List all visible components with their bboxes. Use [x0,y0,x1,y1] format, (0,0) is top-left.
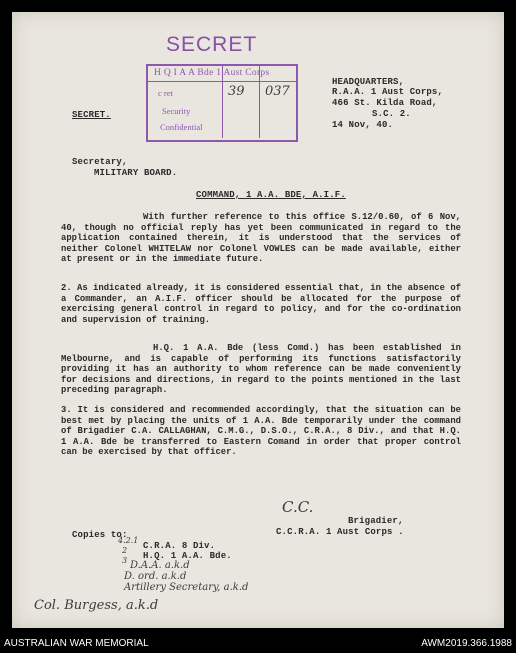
recipient-line-1: Secretary, [72,157,128,167]
subject-heading: COMMAND, 1 A.A. BDE, A.I.F. [196,190,346,200]
footer-accession-number: AWM2019.366.1988 [421,638,512,649]
address-line-3: 466 St. Kilda Road, [332,98,438,108]
stamp-ref-2: 037 [265,84,290,99]
copy-recipient-2: H.Q. 1 A.A. Bde. [143,551,232,561]
stamp-rule [148,81,296,82]
copy-recipient-1: C.R.A. 8 Div. [143,541,216,551]
paragraph-4: 3. It is considered and recommended accordingly, that the situation can be best met by placing the units of 1 A.A. Bde temporarily under the command of Brigadier C.A. CALLAGHAN, C.M.G., D.S.O., C.R.A., 8 Div., and that H.Q. 1 A.A. Bde be transferred to Eastern Comand in order that proper control can be exercised by that officer. [61,405,461,458]
footer-bar [0,636,516,653]
copy-handwritten-3: Artillery Secretary, a.k.d [124,582,249,593]
paragraph-3: H.Q. 1 A.A. Bde (less Comd.) has been established in Melbourne, and is capable of performing its functions satisfactorily providing it has an authority to whom reference can be made conveniently for decisions and directions, in regard to the points mentioned in the last preceding paragraph. [61,343,461,396]
copy-handwritten-2: D. ord. a.k.d [124,571,187,582]
paragraph-1: With further reference to this office S.12/0.60, of 6 Nov, 40, though no official reply has yet been communicated in regard to the application contained therein, it is understood that the services of neither Colonel WHITELAW nor Colonel VOWLES can be made available, either at present or in the immediate future. [61,212,461,265]
document-date: 14 Nov, 40. [332,120,394,130]
registry-stamp [146,64,298,142]
stamp-line-security: Security [162,106,191,116]
signature-title: C.C.R.A. 1 Aust Corps . [276,527,404,537]
classification-heading: SECRET. [72,110,111,120]
stamp-ref-1: 39 [228,84,245,99]
signature-initials: C.C. [282,498,314,516]
stamp-line-secret: c ret [158,88,173,98]
stamp-divider [259,66,260,138]
address-line-4: S.C. 2. [372,109,411,119]
signature-rank: Brigadier, [348,516,404,526]
secret-stamp: SECRET [166,33,258,56]
handwritten-annotation: Col. Burgess, a.k.d [34,598,159,613]
address-line-1: HEADQUARTERS, [332,77,405,87]
address-line-2: R.A.A. 1 Aust Corps, [332,87,444,97]
copies-label: Copies to: [72,530,128,540]
recipient-line-2: MILITARY BOARD. [94,168,178,178]
copy-mark-2: 2 [122,546,128,555]
footer-credit: AUSTRALIAN WAR MEMORIAL [4,638,149,649]
paragraph-2: 2. As indicated already, it is considered essential that, in the absence of a Commander, an A.I.F. officer should be allocated for the purpose of exercising general control in regard to policy, and for the co-ordination and supervision of training. [61,283,461,325]
stamp-office: H Q I A A Bde 1 Aust Corps [154,68,270,78]
copy-mark-3: 3 [122,556,128,565]
copy-handwritten-1: D.A.A. a.k.d [130,560,190,571]
stamp-divider [222,66,223,138]
stamp-line-confidential: Confidential [160,122,203,132]
copy-mark-1: 4.2.1 [118,536,139,545]
